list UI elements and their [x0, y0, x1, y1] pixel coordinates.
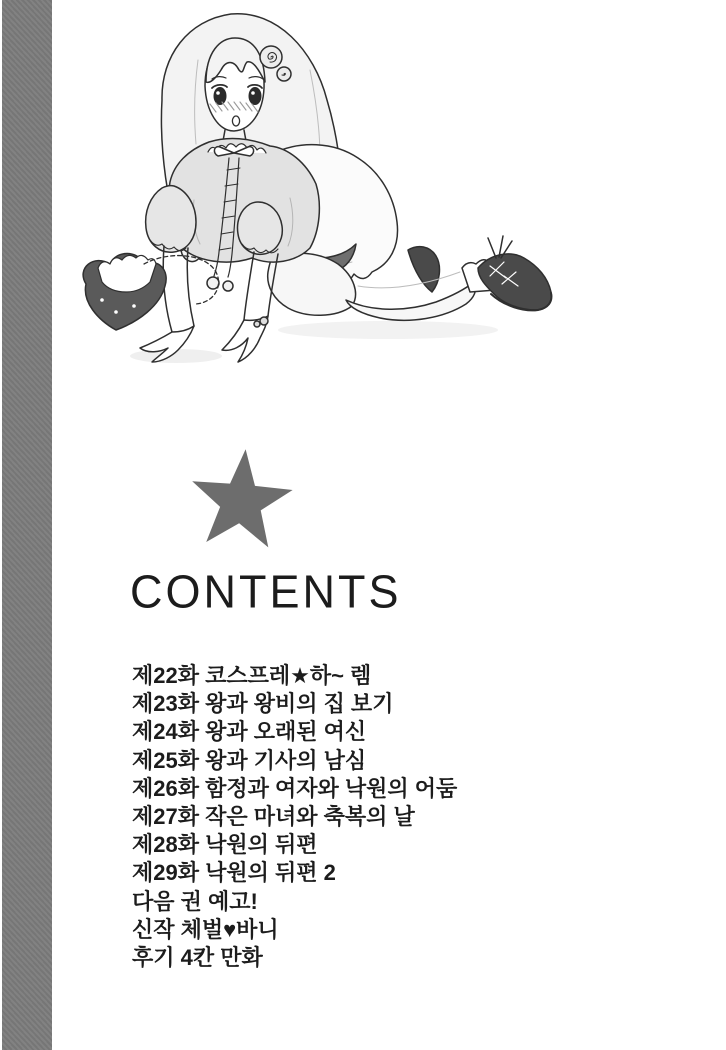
toc-item: 제28화 낙원의 뒤편	[132, 832, 318, 858]
spine-gutter-bar	[2, 0, 52, 1050]
star-shape	[189, 446, 293, 558]
star-icon	[189, 446, 293, 558]
toc-item: 제22화 코스프레★하~ 렘	[132, 663, 372, 688]
toc-item: 신작 체벌♥바니	[132, 916, 279, 942]
toc-item: 제25화 왕과 기사의 남심	[132, 747, 367, 773]
toc-item: 제23화 왕과 왕비의 집 보기	[132, 691, 394, 717]
manga-girl-drawing	[58, 0, 682, 382]
toc-item: 제26화 함정과 여자와 낙원의 어둠	[132, 775, 458, 801]
toc-item: 다음 권 예고!	[132, 888, 258, 914]
manga-girl-illustration	[58, 0, 682, 382]
toc-item: 후기 4칸 만화	[132, 945, 263, 971]
contents-title: CONTENTS	[130, 564, 402, 618]
toc-item: 제29화 낙원의 뒤편 2	[132, 860, 336, 886]
toc-item: 제27화 작은 마녀와 축복의 날	[132, 804, 415, 830]
toc-item: 제24화 왕과 오래된 여신	[132, 719, 367, 745]
chapter-list	[132, 662, 457, 972]
